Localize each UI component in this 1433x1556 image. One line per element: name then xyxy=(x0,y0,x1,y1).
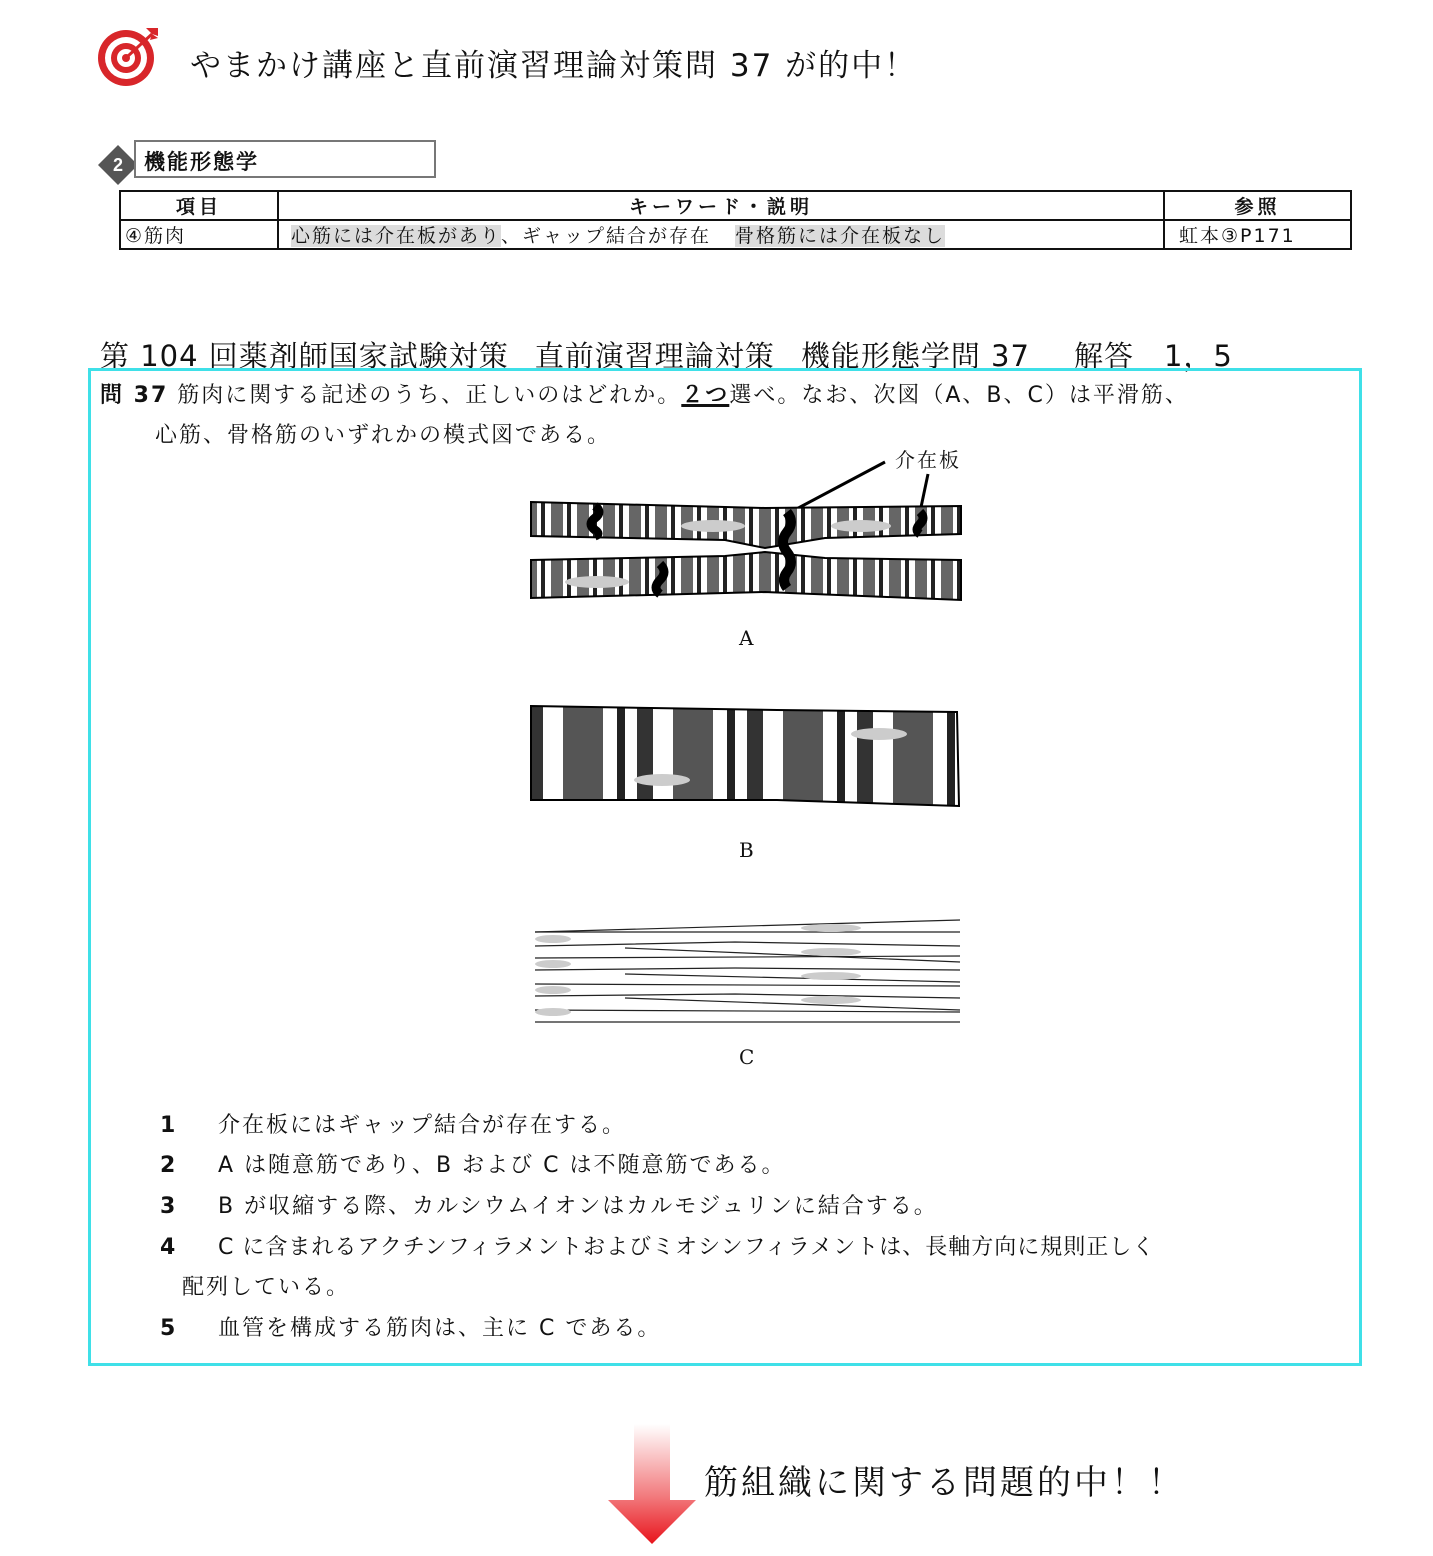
section-number: 2 xyxy=(112,155,124,175)
cell-item: ④筋肉 xyxy=(120,220,278,249)
figure-c-smooth-muscle xyxy=(535,912,965,1027)
question-text-before: 筋肉に関する記述のうち、正しいのはどれか。 xyxy=(177,383,682,408)
keyword-highlight-1: 心筋には介在板があり xyxy=(291,225,502,247)
option-text: 介在板にはギャップ結合が存在する。 xyxy=(218,1113,627,1138)
header-item: 項目 xyxy=(120,191,278,220)
figure-label-b: B xyxy=(739,838,754,862)
figure-b-skeletal-muscle xyxy=(527,700,967,810)
figure-label-a: A xyxy=(739,626,754,650)
option-text: C に含まれるアクチンフィラメントおよびミオシンフィラメントは、長軸方向に規則正しく xyxy=(218,1235,1156,1260)
option-4 xyxy=(160,1230,1155,1261)
exam-name: 第 104 回薬剤師国家試験対策 xyxy=(100,339,509,373)
page-title: やまかけ講座と直前演習理論対策問 37 が的中！ xyxy=(190,48,918,84)
figure-label-c: C xyxy=(739,1045,755,1069)
option-3 xyxy=(160,1189,938,1220)
option-number: 4 xyxy=(160,1235,177,1260)
header-keyword: キーワード・説明 xyxy=(278,191,1164,220)
course-name: 直前演習理論対策 xyxy=(534,339,775,373)
answer-text: 解答 1，5 xyxy=(1073,339,1233,373)
question-stem-line2: 心筋、骨格筋のいずれかの模式図である。 xyxy=(155,423,612,448)
option-text: A は随意筋であり、B および C は不随意筋である。 xyxy=(218,1153,786,1178)
question-number: 問 37 xyxy=(100,383,169,408)
problem-name: 機能形態学問 37 xyxy=(800,339,1030,373)
option-4-continued: 配列している。 xyxy=(182,1275,351,1300)
figure-annotation-label: 介在板 xyxy=(895,448,961,472)
question-emphasis: ２つ xyxy=(681,383,730,408)
cell-reference: 虹本③P171 xyxy=(1164,220,1351,249)
question-text-after: 選べ。なお、次図（A、B、C）は平滑筋、 xyxy=(729,383,1189,408)
keyword-highlight-2: 骨格筋には介在板なし xyxy=(735,225,946,247)
option-text: 血管を構成する筋肉は、主に C である。 xyxy=(218,1316,662,1341)
section-title: 機能形態学 xyxy=(134,140,436,178)
footer-message: 筋組織に関する問題的中！！ xyxy=(704,1463,1185,1503)
option-1 xyxy=(160,1108,626,1139)
option-number: 3 xyxy=(160,1194,178,1219)
option-2 xyxy=(160,1148,785,1179)
cell-keyword xyxy=(278,220,1164,249)
option-text: B が収縮する際、カルシウムイオンはカルモジュリンに結合する。 xyxy=(218,1194,938,1219)
option-5 xyxy=(160,1311,661,1342)
table-row xyxy=(120,220,1351,249)
figure-a-cardiac-muscle xyxy=(525,440,975,615)
target-icon xyxy=(96,22,162,88)
header-reference: 参照 xyxy=(1164,191,1351,220)
down-arrow-icon xyxy=(606,1424,698,1546)
question-stem-line1 xyxy=(100,378,1189,409)
keyword-table xyxy=(119,190,1352,250)
option-number: 5 xyxy=(160,1316,178,1341)
keyword-text: 、ギャップ結合が存在 xyxy=(501,225,712,247)
option-number: 1 xyxy=(160,1113,178,1138)
table-header-row xyxy=(120,191,1351,220)
option-number: 2 xyxy=(160,1153,178,1178)
section-number-badge xyxy=(98,145,138,185)
